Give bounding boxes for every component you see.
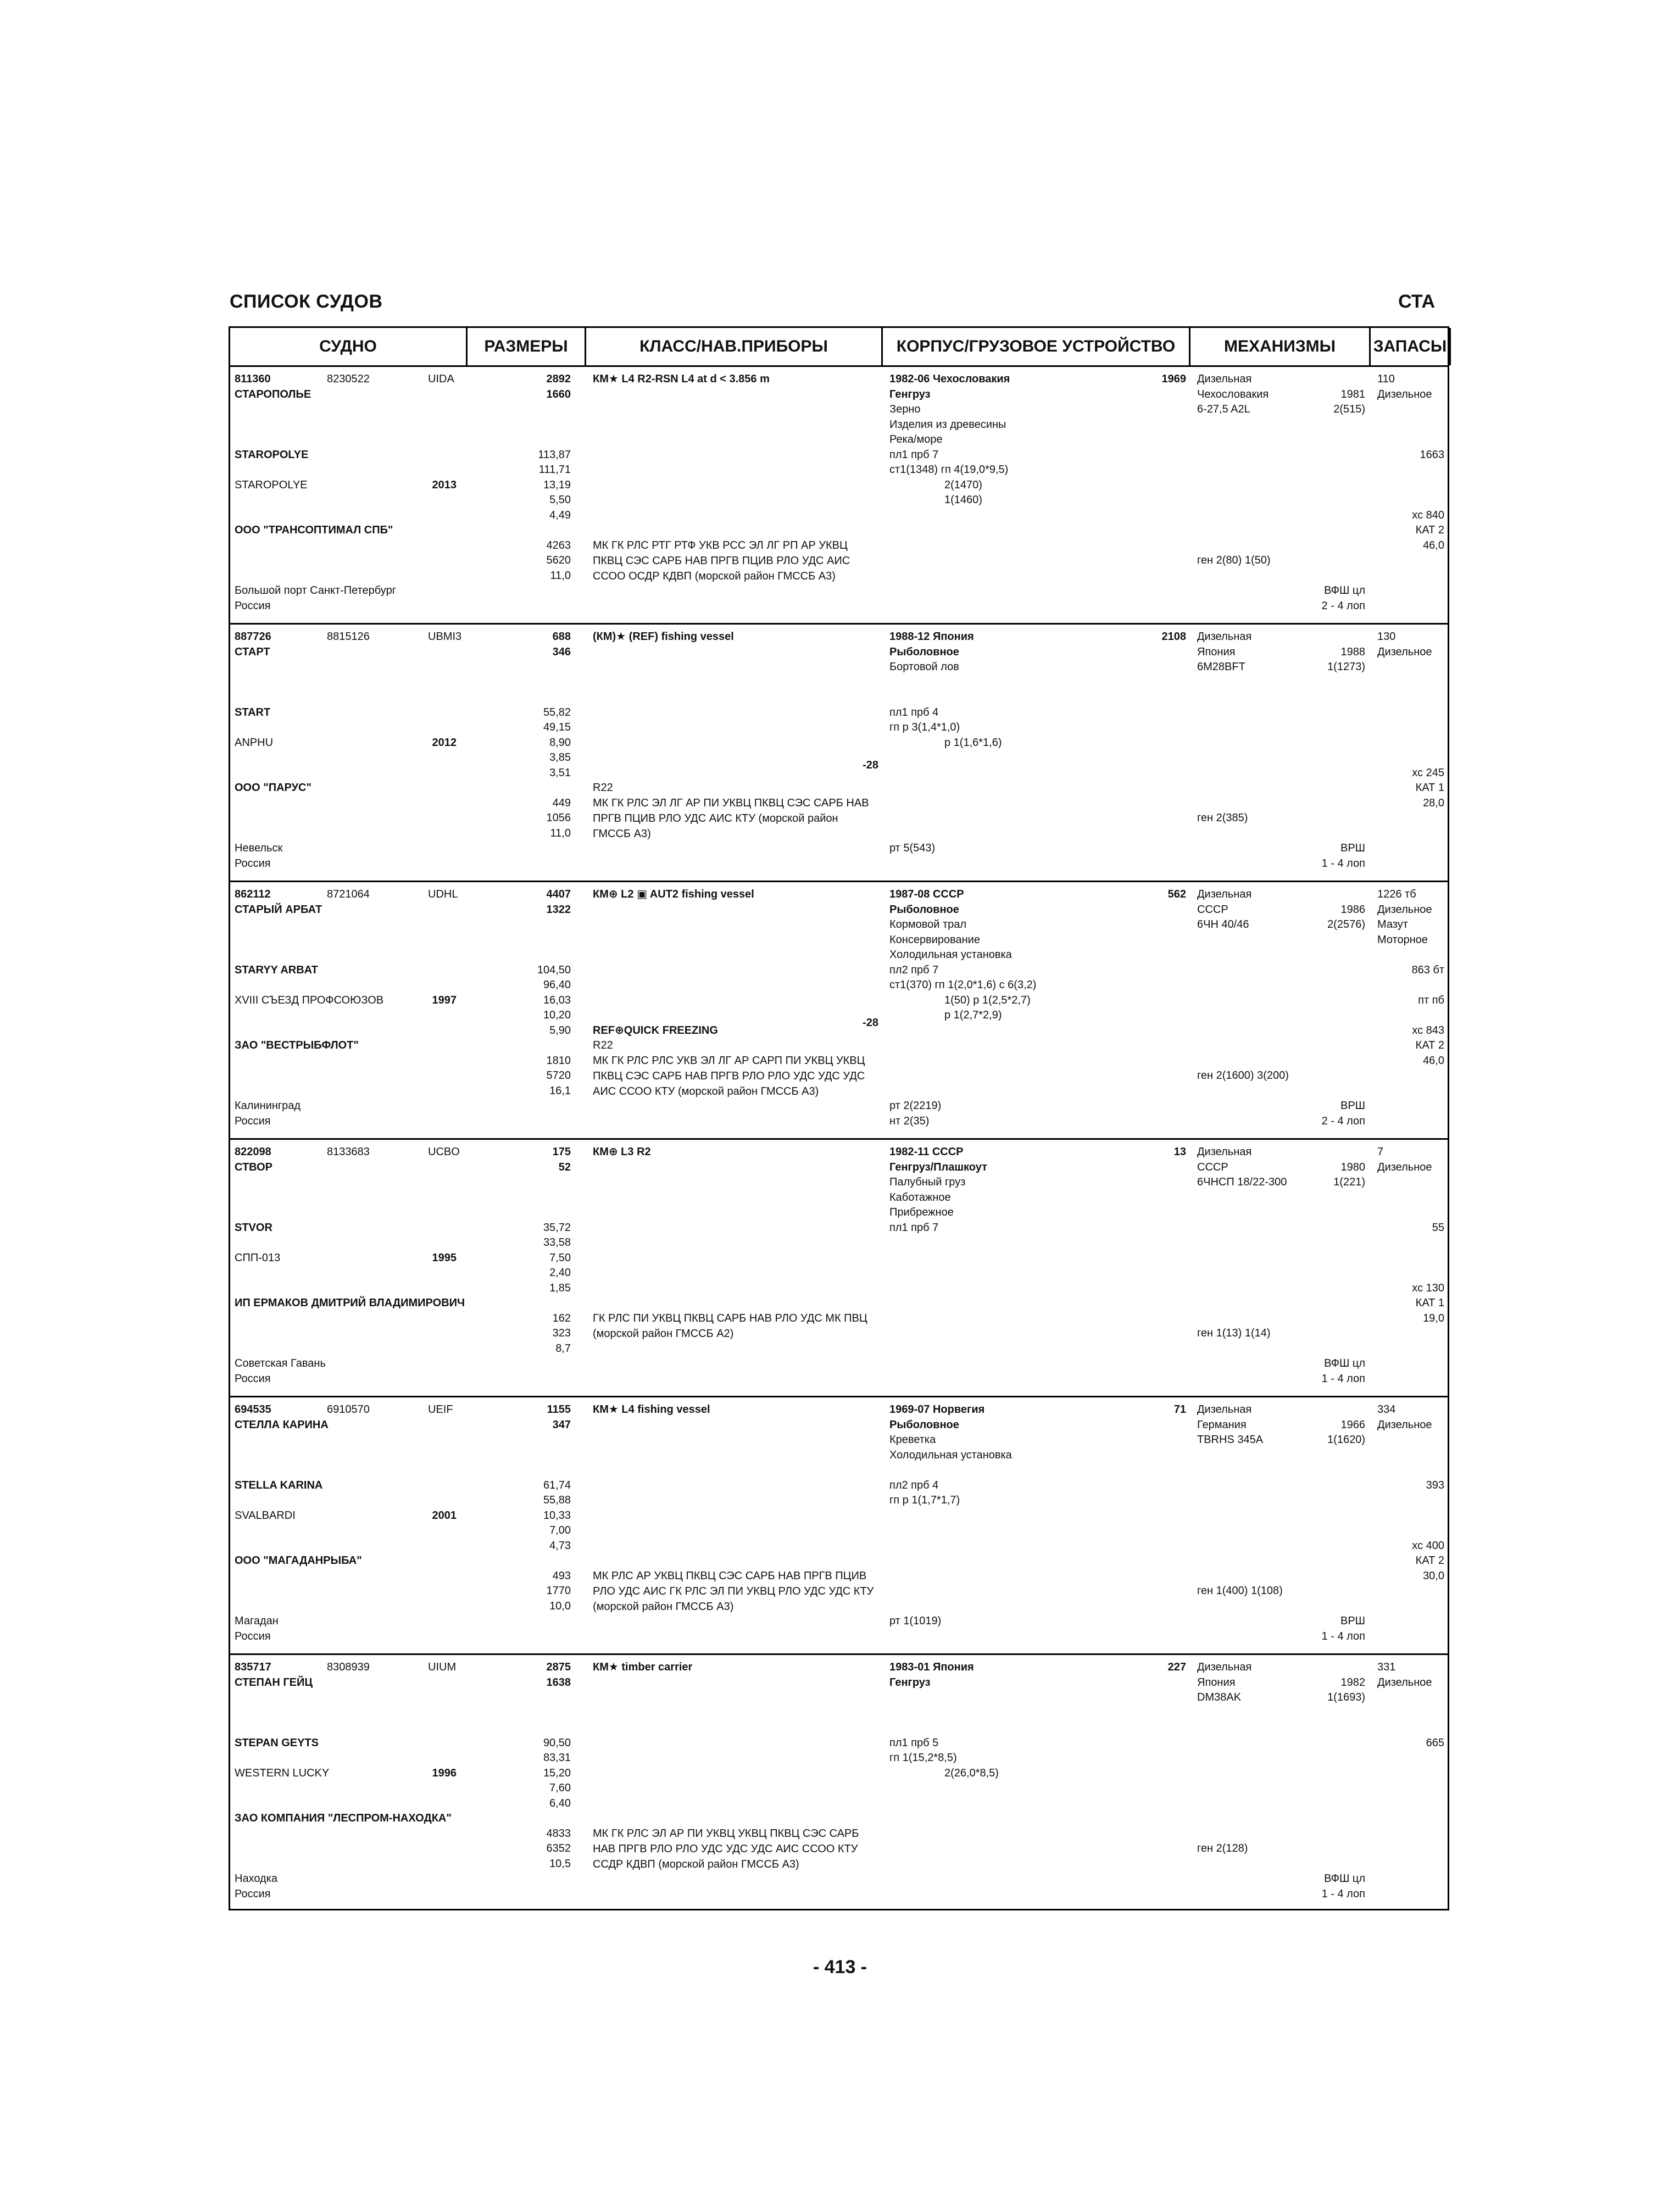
engine-model: 6ЧН 40/46 (1197, 918, 1249, 931)
vessel-former-name: ANPHU (235, 736, 274, 749)
cargo-type: Консервирование (889, 933, 980, 946)
vessel-latin-name: STARYY ARBAT (235, 963, 318, 976)
engine-power: 1(1273) (1327, 661, 1365, 673)
vessel-callsign: UIUM (428, 1661, 457, 1673)
dimension-value: 7,00 (549, 1524, 571, 1536)
class-notation: КМ⊕ L3 R2 (593, 1146, 651, 1158)
class-ice: R22 (593, 782, 613, 794)
capacity-value: 11,0 (550, 827, 571, 839)
capacity-value: 4833 (546, 1827, 571, 1840)
cargo-type: Зерно (889, 403, 921, 415)
vessel-imo: 8230522 (327, 373, 370, 385)
dimension-value: 16,03 (543, 994, 571, 1006)
engine-power: 2(515) (1333, 403, 1365, 415)
fuel-type: Дизельное (1377, 1418, 1432, 1431)
dimension-value: 5,90 (549, 1024, 571, 1037)
cargo-type: Палубный груз (889, 1176, 966, 1188)
engine-country: Япония (1197, 645, 1236, 658)
class-notation: (КМ)★ (REF) fishing vessel (593, 631, 734, 643)
vessel-former-name: SVALBARDI (235, 1509, 296, 1522)
capacity-value: 162 (552, 1312, 571, 1324)
fresh-water: 665 (1426, 1736, 1444, 1749)
dimension-value: 55,88 (543, 1494, 571, 1506)
hull-hatches: ст1(1348) гп 4(19,0*9,5) (889, 464, 1009, 476)
vessel-callsign: UBMI3 (428, 631, 462, 643)
refrigeration: КАТ 1 (1415, 782, 1444, 794)
vessel-name: СТАРЫЙ АРБАТ (235, 903, 322, 916)
engine-model: 6M28BFT (1197, 661, 1245, 673)
fuel-type: Дизельное (1377, 388, 1432, 400)
hull-tanks: рт 5(543) (889, 842, 936, 854)
capacity-value: 16,1 (549, 1084, 571, 1097)
vessel-country: Россия (235, 1372, 271, 1385)
fresh-water: 55 (1432, 1221, 1444, 1234)
capacity-value: 11,0 (550, 569, 571, 582)
engine-power: 1(221) (1333, 1176, 1365, 1188)
vessel-record (230, 625, 1448, 882)
vessel-latin-name: STAROPOLYE (235, 448, 309, 461)
hull-hatches: гп 1(15,2*8,5) (889, 1752, 957, 1764)
gross-tonnage: 175 (552, 1146, 571, 1158)
fresh-water: 863 бт (1411, 963, 1444, 976)
vessel-name: СТВОР (235, 1161, 273, 1173)
vessel-country: Россия (235, 1887, 271, 1900)
fuel-type-2: Мазут (1377, 918, 1408, 931)
refrigeration: КАТ 2 (1415, 1555, 1444, 1567)
refrigeration: хс 843 (1412, 1024, 1444, 1037)
dimension-value: 5,50 (549, 494, 571, 506)
hull-decks: пл2 прб 7 (889, 963, 939, 976)
dimension-value: 113,87 (538, 448, 571, 461)
fresh-water: 1663 (1420, 448, 1444, 461)
hull-decks: пл2 прб 4 (889, 1479, 939, 1491)
build-info: 1988-12 Япония (889, 631, 974, 643)
hull-hatches-2: 2(1470) (944, 478, 982, 491)
vessel-type: Рыболовное (889, 645, 959, 658)
vessel-owner: ООО "ТРАНСОПТИМАЛ СПБ" (235, 524, 393, 536)
generators: ген 1(400) 1(108) (1197, 1585, 1283, 1597)
gross-tonnage: 1155 (547, 1403, 571, 1416)
vessel-record (230, 1655, 1448, 1913)
hull-tanks: нт 2(35) (889, 1115, 930, 1127)
dimension-value: 10,33 (543, 1509, 571, 1522)
propeller-blades: 1 - 4 лоп (1321, 1372, 1365, 1385)
engine-model: 6-27,5 A2L (1197, 403, 1250, 415)
cargo-type: Река/море (889, 433, 943, 445)
vessel-country: Россия (235, 1630, 271, 1642)
fuel-capacity: 7 (1377, 1146, 1384, 1158)
cargo-type: Кормовой трал (889, 918, 967, 931)
build-info: 1969-07 Норвегия (889, 1403, 985, 1416)
vessel-country: Россия (235, 599, 271, 612)
cargo-type: Холодильная установка (889, 949, 1012, 961)
refrigeration: хс 245 (1412, 766, 1444, 779)
engine-model: 6ЧНСП 18/22-300 (1197, 1176, 1287, 1188)
refrigeration: 46,0 (1423, 539, 1444, 552)
vessel-imo: 8815126 (327, 631, 370, 643)
water-type: пт пб (1418, 994, 1444, 1006)
engine-year: 1966 (1340, 1418, 1365, 1431)
dimension-value: 55,82 (543, 706, 571, 718)
build-number: 562 (1167, 888, 1186, 900)
fuel-capacity: 110 (1377, 373, 1395, 385)
engine-country: Германия (1197, 1418, 1247, 1431)
vessel-type: Генгруз (889, 388, 931, 400)
dimension-value: 35,72 (543, 1221, 571, 1234)
propeller-blades: 1 - 4 лоп (1321, 1887, 1365, 1900)
vessel-imo: 8721064 (327, 888, 370, 900)
net-tonnage: 52 (558, 1161, 571, 1173)
hull-hatches: гп р 3(1,4*1,0) (889, 721, 960, 733)
hull-decks: пл1 прб 4 (889, 706, 939, 718)
engine-country: СССР (1197, 1161, 1228, 1173)
dimension-value: 13,19 (543, 478, 571, 491)
engine-year: 1980 (1340, 1161, 1365, 1173)
cargo-type: Каботажное (889, 1191, 951, 1204)
engine-country: СССР (1197, 903, 1228, 916)
propeller: ВРШ (1340, 1615, 1365, 1627)
net-tonnage: 1660 (546, 388, 571, 400)
propeller: ВФШ цл (1324, 1873, 1365, 1885)
refrigeration: КАТ 1 (1415, 1297, 1444, 1309)
engine-type: Дизельная (1197, 1661, 1252, 1673)
engine-year: 1981 (1340, 388, 1365, 400)
vessel-country: Россия (235, 857, 271, 870)
class-notation-ref: REF⊕QUICK FREEZING (593, 1024, 718, 1037)
vessel-id: 822098 (235, 1146, 271, 1158)
fuel-capacity: 1226 тб (1377, 888, 1416, 900)
vessel-callsign: UDHL (428, 888, 458, 900)
vessel-port: Магадан (235, 1615, 279, 1627)
hull-hatches: гп р 1(1,7*1,7) (889, 1494, 960, 1506)
engine-power: 1(1693) (1327, 1691, 1365, 1703)
engine-type: Дизельная (1197, 373, 1252, 385)
vessel-callsign: UEIF (428, 1403, 453, 1416)
build-number: 1969 (1161, 373, 1186, 385)
engine-model: DM38AK (1197, 1691, 1242, 1703)
propeller-blades: 1 - 4 лоп (1321, 857, 1365, 870)
engine-country: Чехословакия (1197, 388, 1269, 400)
vessel-country: Россия (235, 1115, 271, 1127)
nav-equipment: МК ГК РЛС ЭЛ АР ПИ УКВЦ УКВЦ ПКВЦ СЭС САРБ НАВ ПРГВ РЛО РЛО УДС УДС УДС АИС ССОО КТУ ССДР КДВП (морской район ГМССБ А3) (593, 1827, 859, 1870)
cargo-type: Холодильная установка (889, 1449, 1012, 1461)
propeller-blades: 2 - 4 лоп (1321, 1115, 1365, 1127)
dimension-value: 4,49 (549, 509, 571, 521)
propeller: ВФШ цл (1324, 584, 1365, 597)
vessel-name: СТЕЛЛА КАРИНА (235, 1418, 329, 1431)
build-number: 71 (1173, 1403, 1186, 1416)
dimension-value: 49,15 (543, 721, 571, 733)
fuel-capacity: 130 (1377, 631, 1396, 643)
vessel-former-name: WESTERN LUCKY (235, 1767, 330, 1779)
vessel-year: 1996 (432, 1767, 457, 1779)
generators: ген 2(128) (1197, 1842, 1248, 1854)
dimension-value: 4,73 (549, 1539, 571, 1552)
nav-equipment: МК ГК РЛС РЛС УКВ ЭЛ ЛГ АР САРП ПИ УКВЦ УКВЦ ПКВЦ СЭС САРБ НАВ ПРГВ РЛО РЛО УДС УДС УДС АИС ССОО КТУ (морской район ГМССБ А3) (593, 1054, 865, 1098)
refrigeration: 30,0 (1423, 1569, 1444, 1582)
vessel-record (230, 1140, 1448, 1397)
col-hull: КОРПУС/ГРУЗОВОЕ УСТРОЙСТВО (883, 328, 1191, 365)
propeller: ВФШ цл (1324, 1357, 1365, 1369)
capacity-value: 449 (552, 796, 571, 809)
fuel-type: Дизельное (1377, 1676, 1432, 1689)
dimension-value: 104,50 (537, 963, 571, 976)
net-tonnage: 1638 (546, 1676, 571, 1689)
class-notation: КМ★ L4 fishing vessel (593, 1403, 710, 1416)
vessel-port: Большой порт Санкт-Петербург (235, 584, 397, 597)
generators: ген 1(13) 1(14) (1197, 1327, 1271, 1339)
col-stores: ЗАПАСЫ (1371, 328, 1451, 365)
propeller: ВРШ (1340, 842, 1365, 854)
section-code: СТА (1398, 291, 1435, 312)
refrigeration: КАТ 2 (1415, 1039, 1444, 1051)
fuel-type-3: Моторное (1377, 933, 1428, 946)
col-machinery: МЕХАНИЗМЫ (1191, 328, 1371, 365)
dimension-value: 3,85 (549, 751, 571, 764)
cargo-type: Изделия из древесины (889, 418, 1006, 431)
gross-tonnage: 688 (552, 631, 571, 643)
vessel-former-name: XVIII СЪЕЗД ПРОФСОЮЗОВ (235, 994, 384, 1006)
vessel-type: Генгруз (889, 1676, 931, 1689)
vessel-port: Невельск (235, 842, 283, 854)
dimension-value: 33,58 (543, 1236, 571, 1249)
capacity-value: 10,5 (549, 1857, 571, 1870)
generators: ген 2(80) 1(50) (1197, 554, 1271, 566)
gross-tonnage: 2875 (546, 1661, 571, 1673)
engine-year: 1982 (1340, 1676, 1365, 1689)
dimension-value: 61,74 (543, 1479, 571, 1491)
vessel-former-name: СПП-013 (235, 1251, 281, 1264)
capacity-value: 1810 (546, 1054, 571, 1067)
vessel-port: Советская Гавань (235, 1357, 326, 1369)
refrigeration: КАТ 2 (1415, 524, 1444, 536)
vessel-imo: 8133683 (327, 1146, 370, 1158)
dimension-value: 8,90 (549, 736, 571, 749)
vessel-callsign: UCBO (428, 1146, 460, 1158)
vessel-latin-name: STVOR (235, 1221, 272, 1234)
hull-tanks: рт 1(1019) (889, 1615, 942, 1627)
net-tonnage: 347 (552, 1418, 571, 1431)
propeller: ВРШ (1340, 1100, 1365, 1112)
vessel-record (230, 367, 1448, 625)
dimension-value: 15,20 (543, 1767, 571, 1779)
vessel-owner: ИП ЕРМАКОВ ДМИТРИЙ ВЛАДИМИРОВИЧ (235, 1297, 465, 1309)
vessel-year: 1995 (432, 1251, 457, 1264)
cargo-type: Прибрежное (889, 1206, 954, 1218)
vessel-port: Находка (235, 1873, 278, 1885)
nav-equipment: МК ГК РЛС РТГ РТФ УКВ РСС ЭЛ ЛГ РП АР УКВЦ ПКВЦ СЭС САРБ НАВ ПРГВ ПЦИВ РЛО УДС АИС ССОО ОСДР КДВП (морской район ГМССБ А3) (593, 539, 850, 582)
refrigeration: хс 400 (1412, 1539, 1444, 1552)
net-tonnage: 1322 (546, 903, 571, 916)
refrigeration: 28,0 (1423, 796, 1444, 809)
capacity-value: 323 (552, 1327, 571, 1339)
build-info: 1987-08 СССР (889, 888, 964, 900)
capacity-value: 5620 (546, 554, 571, 566)
vessel-name: СТЕПАН ГЕЙЦ (235, 1676, 313, 1689)
build-number: 227 (1167, 1661, 1186, 1673)
fresh-water: 393 (1426, 1479, 1444, 1491)
dimension-value: 7,50 (549, 1251, 571, 1264)
hull-hatches-2: 1(50) р 1(2,5*2,7) (944, 994, 1031, 1006)
vessel-id: 811360 (235, 373, 271, 385)
dimension-value: 1,85 (549, 1282, 571, 1294)
capacity-value: 4263 (546, 539, 571, 552)
capacity-value: 8,7 (555, 1342, 571, 1355)
vessel-year: 2001 (432, 1509, 457, 1522)
vessel-port: Калининград (235, 1100, 301, 1112)
hull-decks: пл1 прб 5 (889, 1736, 939, 1749)
dimension-value: 2,40 (549, 1267, 571, 1279)
nav-equipment: ГК РЛС ПИ УКВЦ ПКВЦ САРБ НАВ РЛО УДС МК ПВЦ (морской район ГМССБ А2) (593, 1312, 867, 1340)
vessel-name: СТАРОПОЛЬЕ (235, 388, 311, 400)
engine-type: Дизельная (1197, 1146, 1252, 1158)
list-title: СПИСОК СУДОВ (230, 291, 383, 312)
dimension-value: 10,20 (543, 1009, 571, 1021)
vessel-id: 862112 (235, 888, 271, 900)
class-notation: КМ★ timber carrier (593, 1661, 693, 1673)
nav-equipment: МК ГК РЛС ЭЛ ЛГ АР ПИ УКВЦ ПКВЦ СЭС САРБ НАВ ПРГВ ПЦИВ РЛО УДС АИС КТУ (морской район ГМССБ А3) (593, 796, 869, 840)
generators: ген 2(1600) 3(200) (1197, 1069, 1289, 1082)
build-info: 1983-01 Япония (889, 1661, 974, 1673)
vessel-owner: ЗАО "ВЕСТРЫБФЛОТ" (235, 1039, 359, 1051)
vessel-id: 694535 (235, 1403, 271, 1416)
capacity-value: 5720 (546, 1069, 571, 1082)
col-dimensions: РАЗМЕРЫ (468, 328, 586, 365)
hull-decks: пл1 прб 7 (889, 448, 939, 461)
class-temperature: -28 (863, 759, 878, 771)
class-notation: КМ⊕ L2 ▣ AUT2 fishing vessel (593, 888, 754, 900)
class-ice: R22 (593, 1039, 613, 1051)
nav-equipment: МК РЛС АР УКВЦ ПКВЦ СЭС САРБ НАВ ПРГВ ПЦИВ РЛО УДС АИС ГК РЛС ЭЛ ПИ УКВЦ РЛО УДС УДС КТУ (морской район ГМССБ А3) (593, 1569, 874, 1613)
engine-power: 2(2576) (1327, 918, 1365, 931)
fuel-type: Дизельное (1377, 645, 1432, 658)
net-tonnage: 346 (552, 645, 571, 658)
hull-hatches: ст1(370) гп 1(2,0*1,6) с 6(3,2) (889, 979, 1037, 991)
hull-hatches-2: 2(26,0*8,5) (944, 1767, 999, 1779)
fuel-type: Дизельное (1377, 1161, 1432, 1173)
build-number: 2108 (1161, 631, 1186, 643)
hull-tanks: рт 2(2219) (889, 1100, 942, 1112)
build-number: 13 (1173, 1146, 1186, 1158)
vessel-owner: ООО "МАГАДАНРЫБА" (235, 1555, 362, 1567)
vessel-type: Рыболовное (889, 1418, 959, 1431)
class-notation: КМ★ L4 R2-RSN L4 at d < 3.856 m (593, 373, 770, 385)
hull-hatches-3: 1(1460) (944, 494, 982, 506)
col-class: КЛАСС/НАВ.ПРИБОРЫ (586, 328, 883, 365)
col-vessel: СУДНО (230, 328, 468, 365)
capacity-value: 1056 (546, 812, 571, 824)
vessel-type: Рыболовное (889, 903, 959, 916)
vessel-latin-name: START (235, 706, 271, 718)
capacity-value: 10,0 (549, 1600, 571, 1612)
dimension-value: 111,71 (538, 464, 571, 476)
page-number: - 413 - (813, 1957, 867, 1977)
capacity-value: 1770 (546, 1585, 571, 1597)
capacity-value: 493 (552, 1569, 571, 1582)
engine-type: Дизельная (1197, 1403, 1252, 1416)
build-info: 1982-06 Чехословакия (889, 373, 1010, 385)
capacity-value: 6352 (546, 1842, 571, 1854)
vessel-owner: ЗАО КОМПАНИЯ "ЛЕСПРОМ-НАХОДКА" (235, 1812, 452, 1824)
gross-tonnage: 2892 (546, 373, 571, 385)
engine-country: Япония (1197, 1676, 1236, 1689)
dimension-value: 7,60 (549, 1782, 571, 1794)
vessel-type: Генгруз/Плашкоут (889, 1161, 987, 1173)
engine-type: Дизельная (1197, 888, 1252, 900)
refrigeration: хс 840 (1412, 509, 1444, 521)
propeller-blades: 1 - 4 лоп (1321, 1630, 1365, 1642)
vessel-callsign: UIDA (428, 373, 454, 385)
fuel-capacity: 331 (1377, 1661, 1396, 1673)
dimension-value: 6,40 (549, 1797, 571, 1809)
refrigeration: 46,0 (1423, 1054, 1444, 1067)
dimension-value: 3,51 (549, 766, 571, 779)
hull-decks: пл1 прб 7 (889, 1221, 939, 1234)
ship-table (229, 326, 1449, 1910)
vessel-id: 835717 (235, 1661, 271, 1673)
build-info: 1982-11 СССР (889, 1146, 964, 1158)
vessel-year: 1997 (432, 994, 457, 1006)
cargo-type: Креветка (889, 1434, 936, 1446)
vessel-latin-name: STEPAN GEYTS (235, 1736, 319, 1749)
dimension-value: 83,31 (543, 1752, 571, 1764)
engine-year: 1988 (1340, 645, 1365, 658)
propeller-blades: 2 - 4 лоп (1321, 599, 1365, 612)
hull-hatches-3: р 1(2,7*2,9) (944, 1009, 1002, 1021)
vessel-record (230, 882, 1448, 1140)
engine-type: Дизельная (1197, 631, 1252, 643)
refrigeration: 19,0 (1423, 1312, 1444, 1324)
vessel-name: СТАРТ (235, 645, 270, 658)
vessel-imo: 8308939 (327, 1661, 370, 1673)
fuel-type: Дизельное (1377, 903, 1432, 916)
vessel-owner: ООО "ПАРУС" (235, 782, 311, 794)
dimension-value: 90,50 (543, 1736, 571, 1749)
vessel-imo: 6910570 (327, 1403, 370, 1416)
vessel-latin-name: STELLA KARINA (235, 1479, 323, 1491)
fuel-capacity: 334 (1377, 1403, 1396, 1416)
vessel-year: 2012 (432, 736, 457, 749)
vessel-former-name: STAROPOLYE (235, 478, 308, 491)
gross-tonnage: 4407 (546, 888, 571, 900)
cargo-type: Бортовой лов (889, 661, 959, 673)
refrigeration: хс 130 (1412, 1282, 1444, 1294)
engine-power: 1(1620) (1327, 1434, 1365, 1446)
hull-hatches-2: р 1(1,6*1,6) (944, 736, 1002, 749)
engine-model: TBRHS 345A (1197, 1434, 1264, 1446)
vessel-record (230, 1397, 1448, 1655)
vessel-year: 2013 (432, 478, 457, 491)
engine-year: 1986 (1340, 903, 1365, 916)
class-temperature: -28 (863, 1016, 878, 1029)
dimension-value: 96,40 (543, 979, 571, 991)
generators: ген 2(385) (1197, 812, 1248, 824)
vessel-id: 887726 (235, 631, 271, 643)
